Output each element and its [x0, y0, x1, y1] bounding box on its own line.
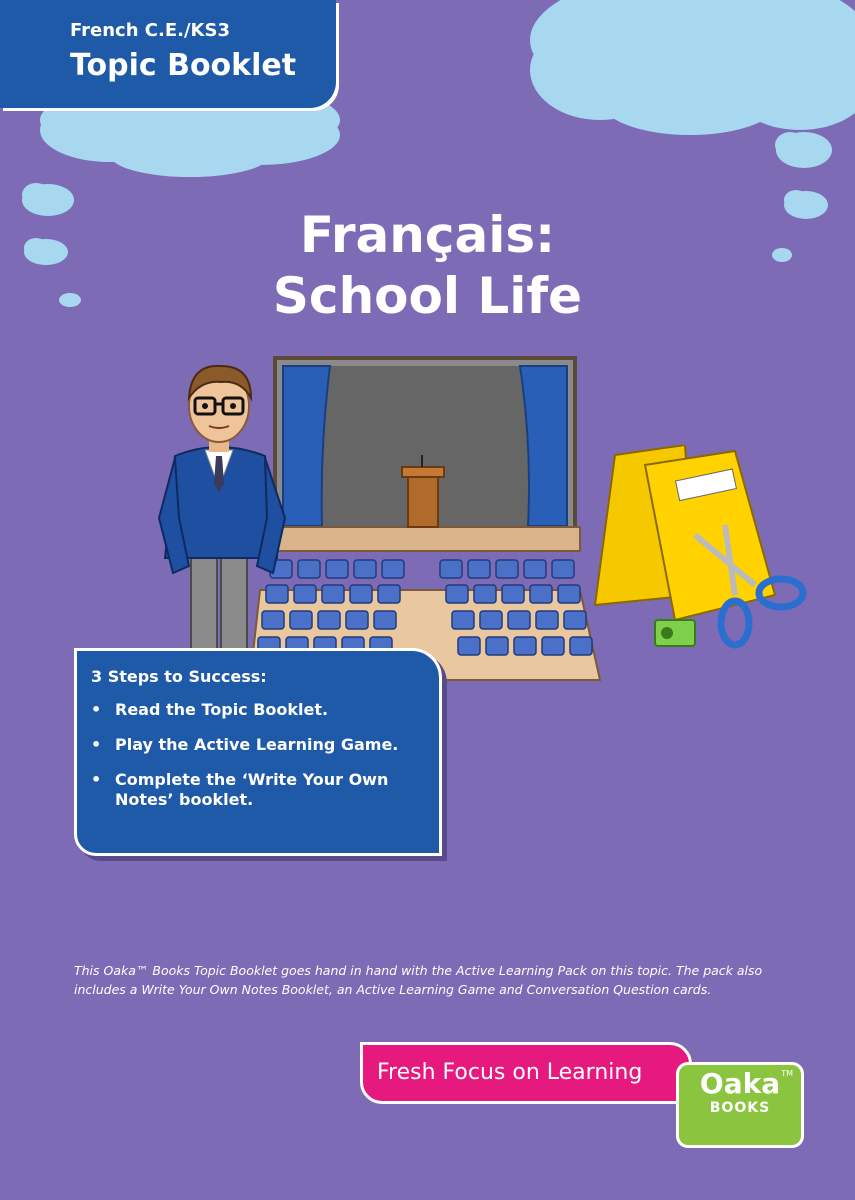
step-text: Read the Topic Booklet.	[115, 700, 329, 719]
bullet-icon: •	[91, 734, 102, 754]
page-title	[0, 205, 855, 327]
title-line-1: Français:	[299, 206, 556, 264]
logo-subtitle: BOOKS	[709, 1099, 771, 1116]
pencil-sharpener-icon	[655, 620, 695, 646]
exercise-books-illustration	[585, 445, 815, 665]
steps-heading: 3 Steps to Success:	[91, 667, 267, 686]
step-item	[91, 770, 425, 812]
oaka-books-logo	[676, 1062, 804, 1148]
bullet-icon: •	[91, 769, 102, 789]
teacher-illustration	[155, 358, 295, 658]
title-line-2: School Life	[272, 267, 583, 325]
step-text: Play the Active Learning Game.	[115, 734, 399, 754]
step-text: Complete the ‘Write Your Own Notes’ booklet.	[115, 769, 389, 810]
header-tab	[0, 0, 336, 108]
steps-to-success-box	[74, 648, 442, 856]
step-item	[91, 735, 425, 756]
booklet-type-label: Topic Booklet	[70, 48, 297, 83]
school-hall-illustration	[250, 355, 610, 695]
trademark-label: TM	[781, 1069, 793, 1078]
tagline-banner: Fresh Focus on Learning	[360, 1042, 692, 1104]
description-text: This Oaka™ Books Topic Booklet goes hand in hand with the Active Learning Pack on this topic. The pack also includes a Write Your Own Notes Booklet, an Active Learning Game and Conversation Question cards.	[74, 963, 763, 997]
logo-brand: Oaka	[699, 1067, 781, 1100]
step-item	[91, 700, 425, 721]
subject-label: French C.E./KS3	[70, 20, 230, 41]
bullet-icon: •	[91, 700, 102, 719]
